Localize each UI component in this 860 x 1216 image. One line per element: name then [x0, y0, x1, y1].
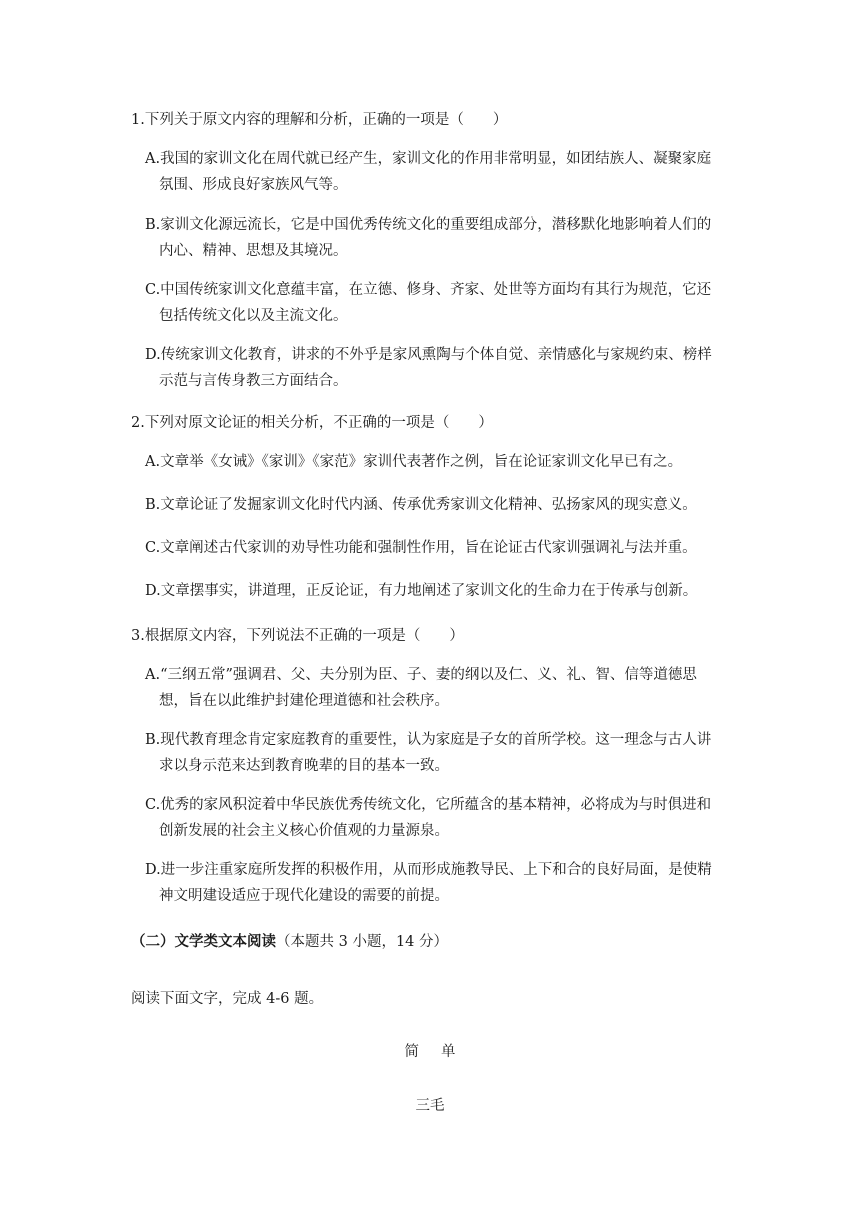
- question-3-option-b: [145, 727, 745, 779]
- option-line: 想，旨在以此维护封建伦理道德和社会秩序。: [159, 693, 449, 709]
- option-line: B.现代教育理念肯定家庭教育的重要性，认为家庭是子女的首所学校。这一理念与古人讲: [145, 732, 712, 748]
- section-note: （本题共 3 小题，14 分）: [276, 934, 449, 950]
- question-1-option-b: [145, 212, 745, 264]
- option-line: B.文章论证了发掘家训文化时代内涵、传承优秀家训文化精神、弘扬家风的现实意义。: [145, 497, 697, 513]
- option-line: B.家训文化源远流长，它是中国优秀传统文化的重要组成部分，潜移默化地影响着人们的: [145, 217, 712, 233]
- option-line: 求以身示范来达到教育晚辈的目的基本一致。: [159, 758, 449, 774]
- article-title: 简单: [404, 1044, 478, 1060]
- article-author: 三毛: [415, 1098, 445, 1114]
- option-line: C.中国传统家训文化意蕴丰富，在立德、修身、齐家、处世等方面均有其行为规范，它还: [145, 282, 712, 298]
- option-line: 神文明建设适应于现代化建设的需要的前提。: [159, 888, 449, 904]
- option-line: C.文章阐述古代家训的劝导性功能和强制性作用，旨在论证古代家训强调礼与法并重。: [145, 540, 697, 556]
- section-title: （二）文学类文本阅读: [131, 933, 276, 950]
- option-line: C.优秀的家风积淀着中华民族优秀传统文化，它所蕴含的基本精神，必将成为与时俱进和: [145, 797, 712, 813]
- question-1-option-a: [145, 146, 745, 198]
- option-line: D.文章摆事实，讲道理，正反论证，有力地阐述了家训文化的生命力在于传承与创新。: [145, 583, 698, 599]
- option-line: 创新发展的社会主义核心价值观的力量源泉。: [159, 823, 449, 839]
- option-line: 示范与言传身教三方面结合。: [159, 373, 348, 389]
- question-2-option-b: [145, 492, 745, 518]
- section-heading: [131, 930, 448, 951]
- question-3-stem: 3.根据原文内容，下列说法不正确的一项是（ ）: [131, 628, 464, 644]
- question-3-option-a: [145, 662, 745, 714]
- option-line: 包括传统文化以及主流文化。: [159, 308, 348, 324]
- question-2-option-d: [145, 578, 745, 604]
- question-1-option-c: [145, 277, 745, 329]
- question-2-stem: 2.下列对原文论证的相关分析，不正确的一项是（ ）: [131, 415, 493, 431]
- option-line: D.进一步注重家庭所发挥的积极作用，从而形成施教导民、上下和合的良好局面，是使精: [145, 862, 712, 878]
- option-line: D.传统家训文化教育，讲求的不外乎是家风熏陶与个体自觉、亲情感化与家规约束、榜样: [145, 347, 712, 363]
- question-3-option-c: [145, 792, 745, 844]
- question-1-option-d: [145, 342, 745, 394]
- option-line: A.文章举《女诫》《家训》《家范》家训代表著作之例，旨在论证家训文化早已有之。: [145, 454, 683, 470]
- option-line: 氛围、形成良好家族风气等。: [159, 177, 348, 193]
- reading-instruction: 阅读下面文字，完成 4-6 题。: [131, 991, 324, 1007]
- question-1-stem: 1.下列关于原文内容的理解和分析，正确的一项是（ ）: [131, 112, 508, 128]
- option-line: A.我国的家训文化在周代就已经产生，家训文化的作用非常明显，如团结族人、凝聚家庭: [145, 151, 712, 167]
- question-2-option-a: [145, 449, 745, 475]
- question-2-option-c: [145, 535, 745, 561]
- option-line: A.“三纲五常”强调君、父、夫分别为臣、子、妻的纲以及仁、义、礼、智、信等道德思: [145, 667, 697, 683]
- option-line: 内心、精神、思想及其境况。: [159, 243, 348, 259]
- question-3-option-d: [145, 857, 745, 909]
